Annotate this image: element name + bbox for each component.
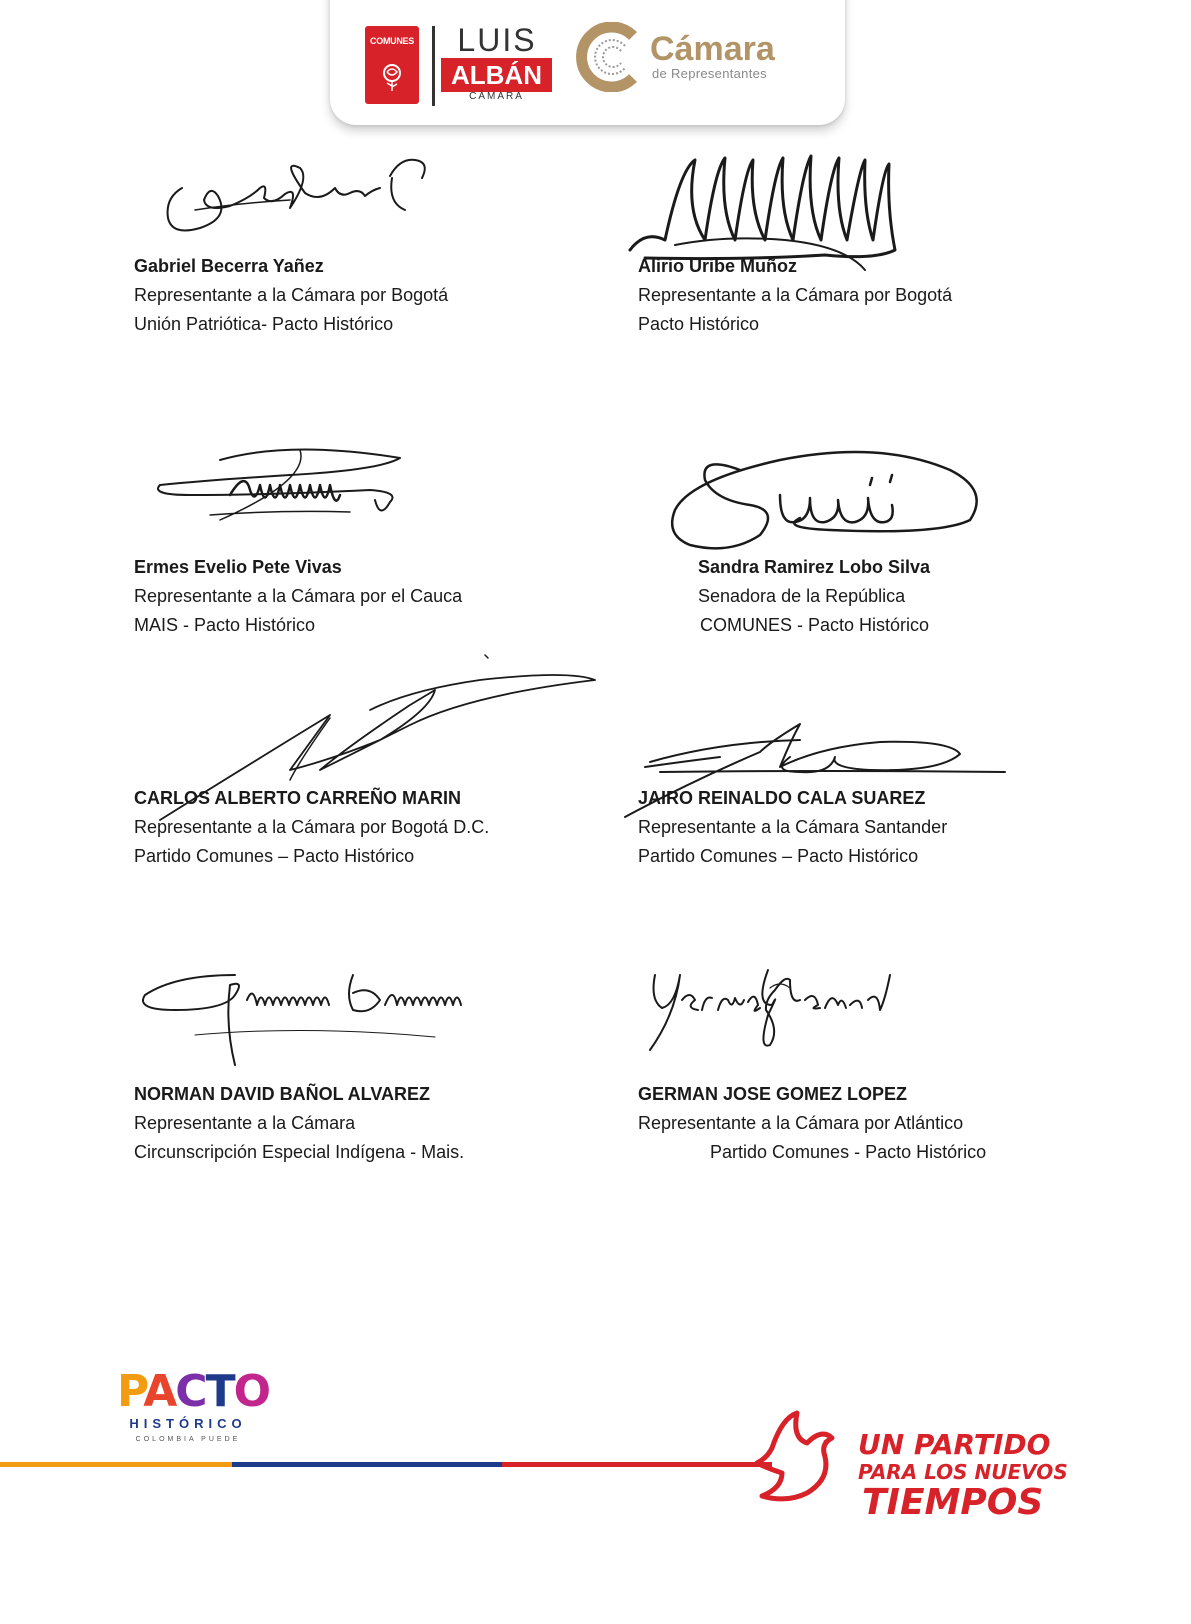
signatory-position: Senadora de la República — [698, 586, 906, 606]
signatory-position: Representante a la Cámara por Bogotá — [134, 285, 449, 305]
signatory-block — [134, 1080, 464, 1167]
candidate-last-name: ALBÁN — [441, 58, 552, 92]
comunes-badge-text: COMUNES — [370, 36, 414, 46]
chamber-title: Cámara — [650, 30, 775, 68]
footer-line-blue — [232, 1462, 502, 1467]
signatory-party: Partido Comunes – Pacto Histórico — [638, 846, 919, 866]
signatory-party: Unión Patriótica- Pacto Histórico — [134, 314, 394, 334]
rose-icon — [378, 62, 406, 92]
slogan-line-3: TIEMPOS — [862, 1482, 1044, 1523]
signatory-block — [638, 1080, 986, 1167]
signatory-party: Partido Comunes – Pacto Histórico — [134, 846, 415, 866]
signatory-name: Alirio Uribe Muñoz — [638, 256, 797, 276]
signatory-party: Circunscripción Especial Indígena - Mais. — [134, 1142, 465, 1162]
signatory-position: Representante a la Cámara por Bogotá D.C. — [134, 817, 490, 837]
slogan — [858, 1430, 1068, 1522]
header-divider — [432, 26, 435, 106]
signatory-name: NORMAN DAVID BAÑOL ALVAREZ — [134, 1084, 430, 1104]
signatory-name: CARLOS ALBERTO CARREÑO MARIN — [134, 788, 461, 808]
signature-norman-banol — [135, 965, 475, 1075]
signature-ermes-pete — [150, 440, 410, 530]
signatory-name: Gabriel Becerra Yañez — [134, 256, 324, 276]
signature-gabriel-becerra — [160, 148, 440, 243]
pacto-word: PACTO — [117, 1366, 269, 1417]
chamber-c-logo-icon — [575, 22, 645, 92]
signature-german-gomez — [640, 960, 900, 1060]
signatory-position: Representante a la Cámara por Atlántico — [638, 1113, 964, 1133]
candidate-first-name: LUIS — [457, 22, 537, 58]
signatory-position: Representante a la Cámara por Bogotá — [638, 285, 953, 305]
signatory-block — [134, 553, 462, 640]
pacto-historico-logo — [117, 1366, 269, 1450]
footer-line-red — [502, 1462, 772, 1467]
signatory-name: JAIRO REINALDO CALA SUAREZ — [638, 788, 926, 808]
signatory-party: MAIS - Pacto Histórico — [134, 615, 316, 635]
slogan-line-2: PARA LOS NUEVOS — [858, 1460, 1068, 1484]
signatory-block — [638, 252, 952, 339]
candidate-office: CÁMARA — [469, 91, 524, 102]
signatory-position: Representante a la Cámara por el Cauca — [134, 586, 463, 606]
header-logo-card — [330, 0, 845, 125]
signatory-block — [698, 553, 930, 640]
slogan-line-1: UN PARTIDO — [858, 1428, 1051, 1461]
chamber-subtitle: de Representantes — [652, 66, 767, 81]
signatory-party: Pacto Histórico — [638, 314, 760, 334]
signatory-block — [134, 252, 448, 339]
signatory-position: Representante a la Cámara Santander — [638, 817, 948, 837]
pacto-subtitle: HISTÓRICO — [129, 1416, 247, 1431]
signatory-name: Sandra Ramirez Lobo Silva — [698, 557, 931, 577]
dove-icon — [752, 1408, 852, 1508]
signatory-block — [638, 784, 947, 871]
signatory-position: Representante a la Cámara — [134, 1113, 356, 1133]
signatory-name: Ermes Evelio Pete Vivas — [134, 557, 342, 577]
signatory-party: COMUNES - Pacto Histórico — [700, 615, 930, 635]
comunes-logo — [365, 26, 419, 104]
footer-line-orange — [0, 1462, 232, 1467]
signatory-name: GERMAN JOSE GOMEZ LOPEZ — [638, 1084, 908, 1104]
signatory-block — [134, 784, 489, 871]
signature-sandra-ramirez — [660, 440, 990, 555]
pacto-tagline: COLOMBIA PUEDE — [135, 1436, 241, 1443]
signatory-party: Partido Comunes - Pacto Histórico — [710, 1142, 987, 1162]
